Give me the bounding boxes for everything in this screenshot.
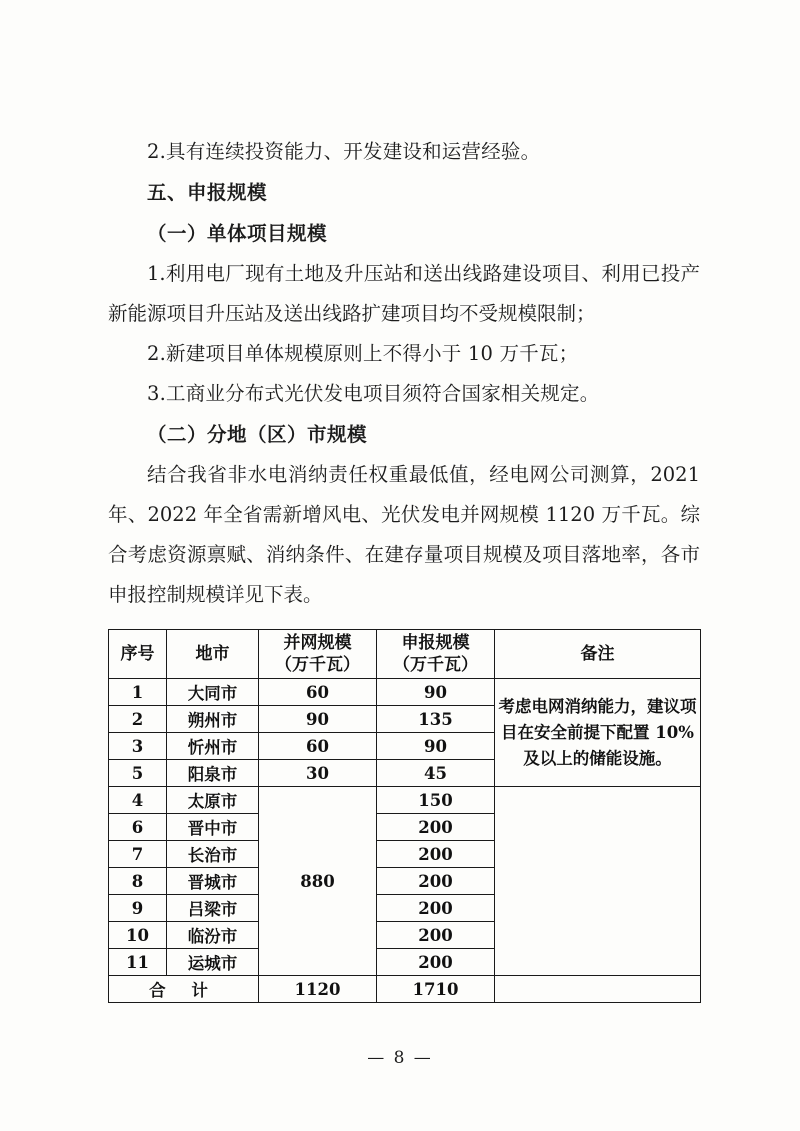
cell-city: 运城市: [167, 949, 259, 976]
cell-apply: 200: [377, 814, 495, 841]
cell-total-note: [495, 976, 701, 1003]
header-city-line1: 地市: [195, 644, 230, 664]
header-grid-line1: 并网规模: [283, 633, 352, 653]
cell-grid: 60: [259, 679, 377, 706]
cell-apply: 90: [377, 679, 495, 706]
cell-grid: 30: [259, 760, 377, 787]
paragraph-city-scale-desc: 结合我省非水电消纳责任权重最低值，经电网公司测算，2021 年、2022 年全省需新增风电、光伏发电并网规模 1120 万千瓦。综合考虑资源禀赋、消纳条件、在建存量项目规模及项目落地率，各市申报控制规模详见下表。: [108, 463, 700, 606]
paragraph-item-1: 1.利用电厂现有土地及升压站和送出线路建设项目、利用已投产新能源项目升压站及送出线路扩建项目均不受规模限制；: [108, 262, 700, 325]
document-body: [108, 132, 700, 1003]
cell-no: 6: [109, 814, 167, 841]
heading-single-project-scale: （一）单体项目规模: [147, 222, 328, 245]
cell-city: 吕梁市: [167, 895, 259, 922]
cell-grid: 90: [259, 706, 377, 733]
heading-section-five: 五、申报规模: [147, 181, 268, 204]
cell-city: 大同市: [167, 679, 259, 706]
city-scale-table: [108, 629, 701, 1003]
cell-no: 7: [109, 841, 167, 868]
cell-apply: 200: [377, 895, 495, 922]
header-apply-scale: [377, 630, 495, 679]
header-apply-line1: 申报规模: [401, 633, 470, 653]
cell-no: 5: [109, 760, 167, 787]
cell-apply: 150: [377, 787, 495, 814]
cell-city: 晋中市: [167, 814, 259, 841]
cell-city: 阳泉市: [167, 760, 259, 787]
cell-apply: 200: [377, 922, 495, 949]
cell-total-grid: 1120: [259, 976, 377, 1003]
cell-note: 考虑电网消纳能力，建议项目在安全前提下配置 10%及以上的储能设施。: [495, 679, 701, 787]
cell-apply: 200: [377, 868, 495, 895]
header-no: [109, 630, 167, 679]
header-note-line1: 备注: [580, 644, 615, 664]
cell-apply: 200: [377, 841, 495, 868]
cell-total-label: 合 计: [109, 976, 259, 1003]
table-total-row: [109, 976, 701, 1003]
header-apply-line2: （万千瓦）: [393, 655, 478, 675]
cell-no: 3: [109, 733, 167, 760]
cell-apply: 90: [377, 733, 495, 760]
cell-city: 长治市: [167, 841, 259, 868]
paragraph-item-3: 3.工商业分布式光伏发电项目须符合国家相关规定。: [147, 382, 600, 405]
cell-city: 忻州市: [167, 733, 259, 760]
header-no-line1: 序号: [120, 644, 155, 664]
cell-total-apply: 1710: [377, 976, 495, 1003]
heading-city-scale: （二）分地（区）市规模: [147, 423, 368, 446]
cell-apply: 200: [377, 949, 495, 976]
cell-no: 2: [109, 706, 167, 733]
table-row: [109, 679, 701, 706]
table-header-row: [109, 630, 701, 679]
cell-apply: 45: [377, 760, 495, 787]
cell-city: 太原市: [167, 787, 259, 814]
cell-no: 4: [109, 787, 167, 814]
cell-no: 9: [109, 895, 167, 922]
header-grid-scale: [259, 630, 377, 679]
page-number: — 8 —: [367, 1048, 433, 1068]
header-city: [167, 630, 259, 679]
cell-no: 1: [109, 679, 167, 706]
header-note: [495, 630, 701, 679]
paragraph-investment-capability: 2.具有连续投资能力、开发建设和运营经验。: [147, 140, 541, 163]
cell-city: 晋城市: [167, 868, 259, 895]
cell-no: 8: [109, 868, 167, 895]
city-scale-table-wrap: [108, 629, 700, 1003]
header-grid-line2: （万千瓦）: [275, 655, 360, 675]
paragraph-item-2: 2.新建项目单体规模原则上不得小于 10 万千瓦；: [147, 342, 579, 365]
cell-grid: 60: [259, 733, 377, 760]
cell-city: 朔州市: [167, 706, 259, 733]
cell-city: 临汾市: [167, 922, 259, 949]
cell-apply: 135: [377, 706, 495, 733]
cell-grid-merged: 880: [259, 787, 377, 976]
cell-no: 11: [109, 949, 167, 976]
table-row: [109, 787, 701, 814]
cell-note-empty: [495, 787, 701, 976]
cell-no: 10: [109, 922, 167, 949]
